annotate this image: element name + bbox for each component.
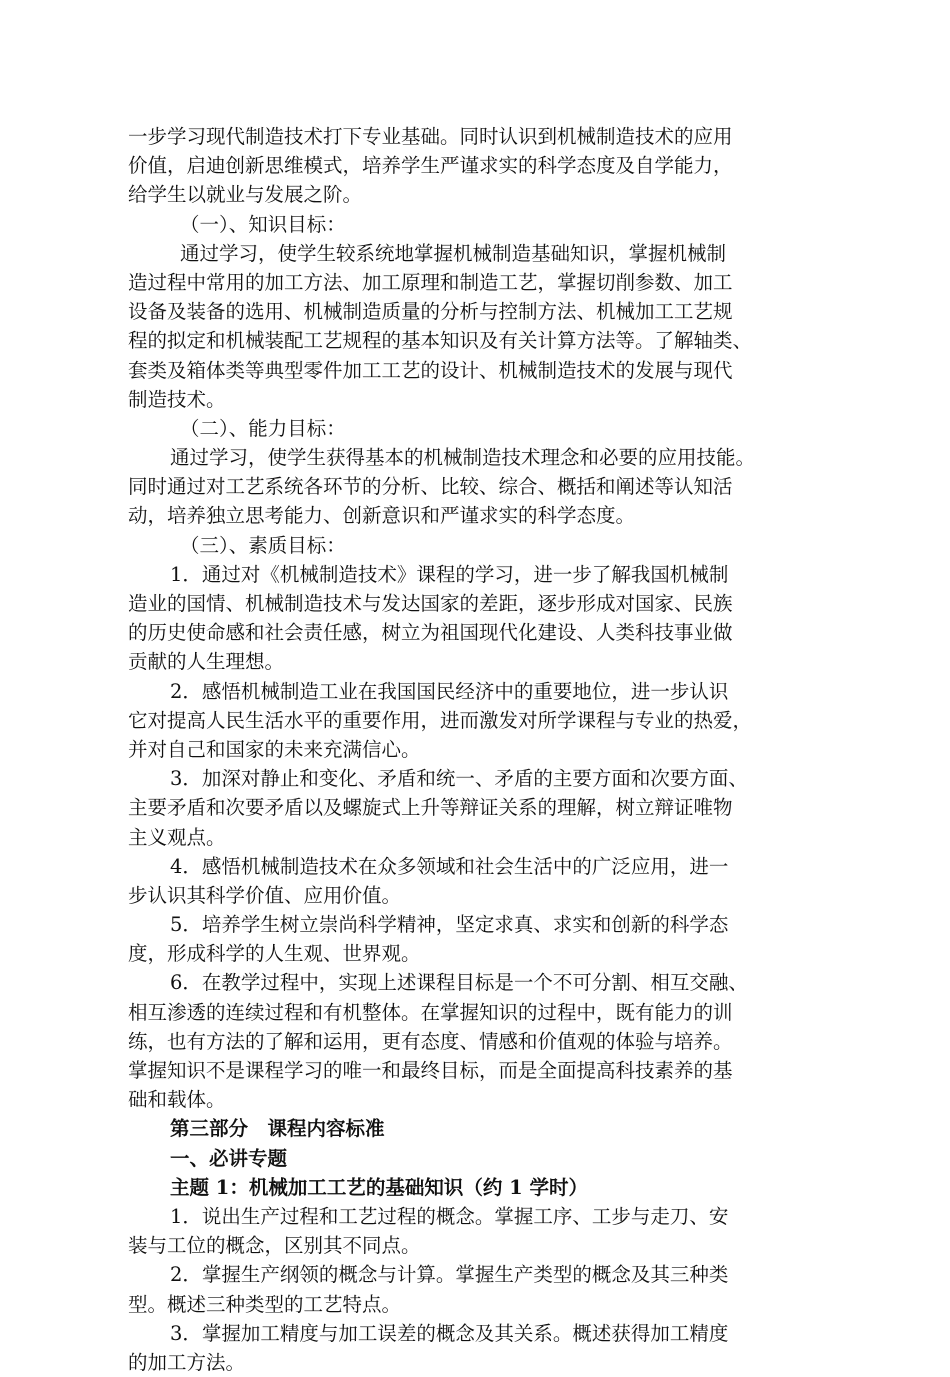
- text-line: 第三部分 课程内容标准: [170, 1117, 385, 1141]
- text-line: 通过学习，使学生获得基本的机械制造技术理念和必要的应用技能。: [170, 446, 756, 470]
- text-line: 掌握知识不是课程学习的唯一和最终目标，而是全面提高科技素养的基: [128, 1059, 733, 1082]
- text-line: 程的拟定和机械装配工艺规程的基本知识及有关计算方法等。了解轴类、: [128, 329, 753, 353]
- text-line: 4．感悟机械制造技术在众多领域和社会生活中的广泛应用，进一: [170, 854, 729, 878]
- text-line: 套类及箱体类等典型零件加工工艺的设计、机械制造技术的发展与现代: [128, 358, 733, 382]
- text-line: （二）、能力目标：: [180, 416, 346, 440]
- text-line: 1．说出生产过程和工艺过程的概念。掌握工序、工步与走刀、安: [170, 1204, 729, 1228]
- text-line: 3．加深对静止和变化、矛盾和统一、矛盾的主要方面和次要方面、: [170, 767, 748, 791]
- text-line: 一步学习现代制造技术打下专业基础。同时认识到机械制造技术的应用: [128, 125, 733, 148]
- text-line: 础和载体。: [128, 1088, 226, 1112]
- text-line: 一、必讲专题: [170, 1146, 288, 1170]
- text-line: 主要矛盾和次要矛盾以及螺旋式上升等辩证关系的理解，树立辩证唯物: [128, 796, 733, 820]
- text-line: 同时通过对工艺系统各环节的分析、比较、综合、概括和阐述等认知活: [128, 475, 733, 499]
- text-line: 的加工方法。: [128, 1350, 246, 1374]
- text-line: 步认识其科学价值、应用价值。: [128, 883, 402, 907]
- text-line: 设备及装备的选用、机械制造质量的分析与控制方法、机械加工工艺规: [128, 300, 733, 324]
- text-line: 造业的国情、机械制造技术与发达国家的差距，逐步形成对国家、民族: [128, 592, 733, 615]
- text-line: （一）、知识目标：: [180, 212, 346, 236]
- text-line: 练，也有方法的了解和运用，更有态度、情感和价值观的体验与培养。: [128, 1029, 733, 1053]
- text-line: 通过学习，使学生较系统地掌握机械制造基础知识，掌握机械制: [180, 241, 727, 265]
- text-line: 5．培养学生树立崇尚科学精神，坚定求真、求实和创新的科学态: [170, 913, 729, 937]
- text-line: 贡献的人生理想。: [128, 650, 285, 674]
- text-line: 6．在教学过程中，实现上述课程目标是一个不可分割、相互交融、: [170, 971, 748, 995]
- text-line: （三）、素质目标：: [180, 533, 346, 557]
- text-line: 造过程中常用的加工方法、加工原理和制造工艺，掌握切削参数、加工: [128, 270, 733, 294]
- text-line: 型。概述三种类型的工艺特点。: [128, 1292, 402, 1316]
- text-line: 相互渗透的连续过程和有机整体。在掌握知识的过程中，既有能力的训: [128, 1000, 733, 1024]
- text-line: 制造技术。: [128, 387, 226, 411]
- text-line: 2．感悟机械制造工业在我国国民经济中的重要地位，进一步认识: [170, 679, 729, 703]
- text-line: 主义观点。: [128, 825, 226, 849]
- text-line: 1．通过对《机械制造技术》课程的学习，进一步了解我国机械制: [170, 562, 729, 586]
- text-line: 主题 1：机械加工工艺的基础知识（约 1 学时）: [170, 1175, 589, 1199]
- text-line: 动，培养独立思考能力、创新意识和严谨求实的科学态度。: [128, 504, 636, 528]
- text-line: 的历史使命感和社会责任感，树立为祖国现代化建设、人类科技事业做: [128, 621, 733, 645]
- text-line: 度，形成科学的人生观、世界观。: [128, 942, 421, 966]
- document-body: [128, 122, 828, 1377]
- text-line: 并对自己和国家的未来充满信心。: [128, 737, 421, 761]
- text-line: 3．掌握加工精度与加工误差的概念及其关系。概述获得加工精度: [170, 1321, 729, 1345]
- text-line: 2．掌握生产纲领的概念与计算。掌握生产类型的概念及其三种类: [170, 1263, 729, 1287]
- text-line: 它对提高人民生活水平的重要作用，进而激发对所学课程与专业的热爱，: [128, 708, 753, 732]
- text-line: 给学生以就业与发展之阶。: [128, 183, 363, 207]
- text-line: 装与工位的概念，区别其不同点。: [128, 1234, 421, 1258]
- text-line: 价值，启迪创新思维模式，培养学生严谨求实的科学态度及自学能力，: [128, 154, 733, 178]
